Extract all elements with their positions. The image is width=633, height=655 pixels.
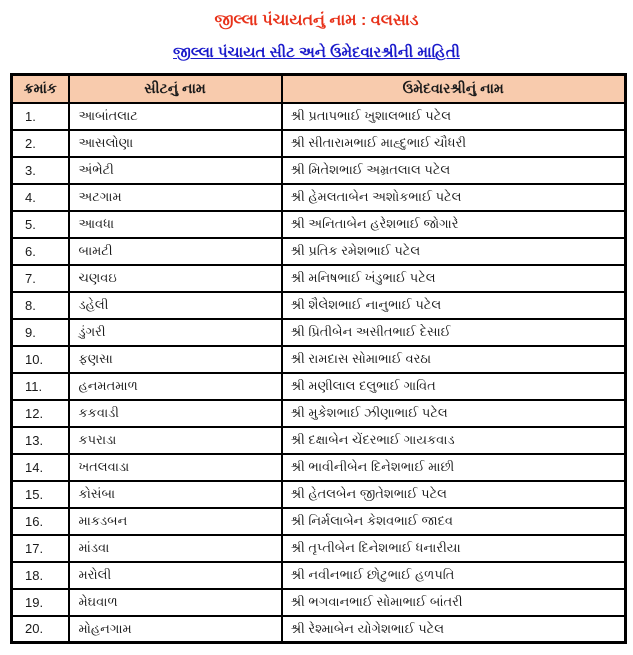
serial-cell: 5. bbox=[12, 211, 69, 238]
table-row bbox=[12, 130, 626, 157]
table-row bbox=[12, 184, 626, 211]
serial-cell: 18. bbox=[12, 562, 69, 589]
candidate-cell: શ્રી ભાવીનીબેન દિનેશભાઈ માછી bbox=[282, 454, 626, 481]
serial-cell: 1. bbox=[12, 103, 69, 130]
seat-cell: માકડબન bbox=[69, 508, 282, 535]
seat-cell: કપરાડા bbox=[69, 427, 282, 454]
candidate-cell: શ્રી નિર્મલાબેન કેશવભાઈ જાદવ bbox=[282, 508, 626, 535]
serial-cell: 12. bbox=[12, 400, 69, 427]
candidate-cell: શ્રી દક્ષાબેન ચેંદરભાઈ ગાયકવાડ bbox=[282, 427, 626, 454]
serial-cell: 2. bbox=[12, 130, 69, 157]
candidate-cell: શ્રી પ્રતાપભાઈ ખુશાલભાઈ પટેલ bbox=[282, 103, 626, 130]
seat-cell: આવધા bbox=[69, 211, 282, 238]
serial-cell: 16. bbox=[12, 508, 69, 535]
serial-cell: 15. bbox=[12, 481, 69, 508]
seat-cell: મેઘવાળ bbox=[69, 589, 282, 616]
serial-cell: 8. bbox=[12, 292, 69, 319]
table-row bbox=[12, 103, 626, 130]
seat-cell: ડુંગરી bbox=[69, 319, 282, 346]
table-row bbox=[12, 373, 626, 400]
seat-cell: આસલોણા bbox=[69, 130, 282, 157]
table-row bbox=[12, 346, 626, 373]
table-row bbox=[12, 319, 626, 346]
seat-cell: ફણસા bbox=[69, 346, 282, 373]
candidate-cell: શ્રી રેશ્માબેન યોગેશભાઈ પટેલ bbox=[282, 616, 626, 643]
serial-cell: 20. bbox=[12, 616, 69, 643]
candidate-cell: શ્રી મનિષભાઈ ખંડુભાઈ પટેલ bbox=[282, 265, 626, 292]
table-row bbox=[12, 238, 626, 265]
serial-cell: 3. bbox=[12, 157, 69, 184]
table-row bbox=[12, 427, 626, 454]
serial-cell: 7. bbox=[12, 265, 69, 292]
candidate-cell: શ્રી અનિતાબેન હરેશભાઈ જોગારે bbox=[282, 211, 626, 238]
serial-cell: 19. bbox=[12, 589, 69, 616]
table-row bbox=[12, 589, 626, 616]
table-row bbox=[12, 265, 626, 292]
candidate-cell: શ્રી પ્રતિક રમેશભાઈ પટેલ bbox=[282, 238, 626, 265]
table-row bbox=[12, 211, 626, 238]
serial-cell: 13. bbox=[12, 427, 69, 454]
serial-cell: 9. bbox=[12, 319, 69, 346]
table-row bbox=[12, 535, 626, 562]
seat-cell: અંભેટી bbox=[69, 157, 282, 184]
candidate-cell: શ્રી હેમલતાબેન અશોકભાઈ પટેલ bbox=[282, 184, 626, 211]
seat-cell: ચણવઇ bbox=[69, 265, 282, 292]
table-row bbox=[12, 157, 626, 184]
candidate-cell: શ્રી સીતારામભાઈ માહ્દુભાઈ ચૌધરી bbox=[282, 130, 626, 157]
table-row bbox=[12, 400, 626, 427]
table-row bbox=[12, 562, 626, 589]
candidate-cell: શ્રી હેતલબેન જીતેશભાઈ પટેલ bbox=[282, 481, 626, 508]
table-row bbox=[12, 481, 626, 508]
seat-cell: બામટી bbox=[69, 238, 282, 265]
candidate-cell: શ્રી પ્રિતીબેન અસીતભાઈ દેસાઈ bbox=[282, 319, 626, 346]
seat-cell: હનમતમાળ bbox=[69, 373, 282, 400]
seat-cell: ડહેલી bbox=[69, 292, 282, 319]
page-subtitle: જીલ્લા પંચાયત સીટ અને ઉમેદવારશ્રીની માહિતી bbox=[173, 44, 460, 61]
serial-cell: 4. bbox=[12, 184, 69, 211]
seat-cell: કોસંબા bbox=[69, 481, 282, 508]
seat-cell: અટગામ bbox=[69, 184, 282, 211]
seat-cell: માંડવા bbox=[69, 535, 282, 562]
page-title: જીલ્લા પંચાયતનું નામ : વલસાડ bbox=[214, 12, 419, 29]
table-row bbox=[12, 292, 626, 319]
header-cell-candidate: ઉમેદવારશ્રીનું નામ bbox=[282, 75, 626, 103]
candidate-cell: શ્રી મુકેશભાઈ ઝીણાભાઈ પટેલ bbox=[282, 400, 626, 427]
table-header-row bbox=[12, 75, 626, 103]
serial-cell: 11. bbox=[12, 373, 69, 400]
table-body bbox=[12, 103, 626, 643]
candidate-cell: શ્રી મણીલાલ દલુભાઈ ગાવિત bbox=[282, 373, 626, 400]
seat-cell: મોહનગામ bbox=[69, 616, 282, 643]
table-row bbox=[12, 508, 626, 535]
candidate-cell: શ્રી મિતેશભાઈ અમ્રતલાલ પટેલ bbox=[282, 157, 626, 184]
candidates-table bbox=[10, 73, 627, 644]
seat-cell: આબાંતલાટ bbox=[69, 103, 282, 130]
candidate-cell: શ્રી નવીનભાઈ છોટુભાઈ હળપતિ bbox=[282, 562, 626, 589]
seat-cell: મરોલી bbox=[69, 562, 282, 589]
serial-cell: 6. bbox=[12, 238, 69, 265]
table-row bbox=[12, 616, 626, 643]
candidate-cell: શ્રી રામદાસ સોમાભાઈ વરઠા bbox=[282, 346, 626, 373]
serial-cell: 17. bbox=[12, 535, 69, 562]
seat-cell: કકવાડી bbox=[69, 400, 282, 427]
header-cell-seat: સીટનું નામ bbox=[69, 75, 282, 103]
candidate-cell: શ્રી ભગવાનભાઈ સોમાભાઈ બાંતરી bbox=[282, 589, 626, 616]
serial-cell: 14. bbox=[12, 454, 69, 481]
seat-cell: ખતલવાડા bbox=[69, 454, 282, 481]
candidate-cell: શ્રી શૈલેશભાઈ નાનુભાઈ પટેલ bbox=[282, 292, 626, 319]
candidate-cell: શ્રી તૃપ્તીબેન દિનેશભાઈ ધનારીયા bbox=[282, 535, 626, 562]
serial-cell: 10. bbox=[12, 346, 69, 373]
table-row bbox=[12, 454, 626, 481]
header-cell-serial: ક્રમાંક bbox=[12, 75, 69, 103]
